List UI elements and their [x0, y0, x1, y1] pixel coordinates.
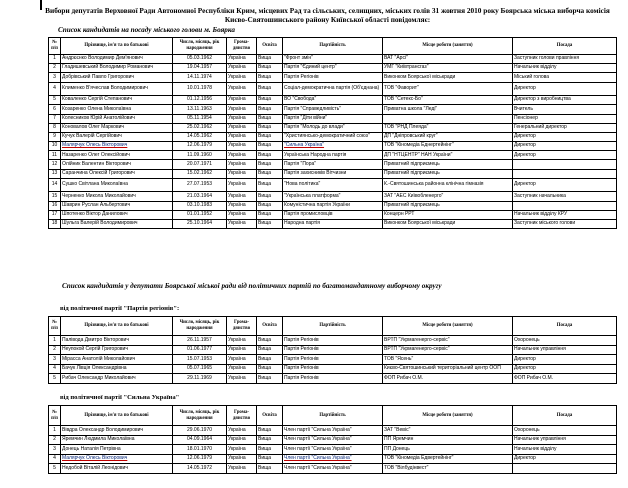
- cell-party: Партія промисловців: [283, 210, 383, 219]
- col-position: Посада: [513, 317, 617, 336]
- cell-education: Вища: [257, 210, 283, 219]
- cell-number: 12: [49, 160, 61, 169]
- col-citizenship: Грома-дянство: [227, 317, 257, 336]
- cell-citizenship: Україна: [227, 355, 257, 365]
- col-dob: Число, місяць, рік народження: [173, 38, 227, 55]
- cell-education: Вища: [257, 82, 283, 96]
- cell-education: Вища: [257, 345, 283, 355]
- cell-number: 4: [49, 82, 61, 96]
- col-workplace: Місце роботи (заняття): [383, 317, 513, 336]
- cell-name: Назаренко Олег Олексійович: [61, 151, 173, 160]
- cell-party: "Нова політика": [283, 178, 383, 192]
- cell-position: [513, 464, 617, 474]
- cell-position: Начальник відділу: [513, 64, 617, 73]
- cell-party: Народна партія: [283, 220, 383, 229]
- cell-education: Вища: [257, 454, 283, 464]
- cell-name: Недобой Віталій Леонідович: [61, 464, 173, 474]
- cell-name: Палівода Дмитро Вікторович: [61, 336, 173, 346]
- col-education: Освіта: [257, 406, 283, 426]
- cell-position: Вчитель: [513, 105, 617, 114]
- cell-citizenship: Україна: [227, 454, 257, 464]
- cell-workplace: ДП "Дніпровський круг": [383, 132, 513, 141]
- cell-citizenship: Україна: [227, 364, 257, 374]
- cell-workplace: ТОВ "Ясень": [383, 355, 513, 365]
- cell-workplace: К.-Святошинська районна клінічна гімназія: [383, 178, 513, 192]
- cell-dob: 13.11.1963: [173, 105, 227, 114]
- cell-number: 5: [49, 464, 61, 474]
- cell-workplace: Виконком Боярської міськради: [383, 220, 513, 229]
- cell-citizenship: Україна: [227, 132, 257, 141]
- cell-workplace: ЗАТ "Вевіс": [383, 426, 513, 436]
- cell-education: Вища: [257, 178, 283, 192]
- col-workplace: Місце роботи (заняття): [383, 406, 513, 426]
- cell-position: Директор з виробництва: [513, 96, 617, 105]
- cell-number: 2: [49, 435, 61, 445]
- cell-education: Вища: [257, 355, 283, 365]
- table-row: [49, 345, 617, 355]
- cell-number: 13: [49, 169, 61, 178]
- cell-number: 2: [49, 345, 61, 355]
- cell-name: Донець Наталія Петрівна: [61, 445, 173, 455]
- cell-number: 4: [49, 454, 61, 464]
- cell-number: 10: [49, 142, 61, 151]
- cell-position: [513, 160, 617, 169]
- cell-dob: 25.02.1962: [173, 123, 227, 132]
- cell-number: 6: [49, 105, 61, 114]
- cell-party: Комуністична партія України: [283, 201, 383, 210]
- cell-position: Директор: [513, 454, 617, 464]
- table-row: [49, 55, 617, 64]
- cell-citizenship: Україна: [227, 464, 257, 474]
- cell-name: Мірасса Анатолій Миколайович: [61, 355, 173, 365]
- cell-workplace: ТОВ "Сетекс-Бо": [383, 96, 513, 105]
- cell-citizenship: Україна: [227, 178, 257, 192]
- table-row: [49, 201, 617, 210]
- table-row: [49, 454, 617, 464]
- cell-education: Вища: [257, 123, 283, 132]
- cell-dob: 26.11.1957: [173, 336, 227, 346]
- table-row: [49, 374, 617, 384]
- cell-position: Начальник відділу КРУ: [513, 210, 617, 219]
- cell-education: Вища: [257, 151, 283, 160]
- table-row: [49, 336, 617, 346]
- party2-candidates-table: [48, 405, 617, 474]
- table-row: [49, 73, 617, 82]
- cell-citizenship: Україна: [227, 220, 257, 229]
- cell-workplace: Концерн РРТ: [383, 210, 513, 219]
- cell-party: "Християнсько-демократичний союз": [283, 132, 383, 141]
- cell-education: Вища: [257, 96, 283, 105]
- col-name: Прізвище, ім'я та по батькові: [61, 38, 173, 55]
- table-row: [49, 123, 617, 132]
- cell-dob: 14.11.1974: [173, 73, 227, 82]
- cell-dob: 18.01.1970: [173, 445, 227, 455]
- cell-number: 3: [49, 73, 61, 82]
- cell-position: Директор: [513, 82, 617, 96]
- cell-party: ВО "Свобода": [283, 96, 383, 105]
- cell-party: Партія Регіонів: [283, 73, 383, 82]
- col-number: № п/п: [49, 38, 61, 55]
- document-title: Вибори депутатів Верховної Ради Автономної Республіки Крим, місцевих Рад та сільських, селищних, міських голів 31 жовтня 2010 року Боярська міська виборча комісія Києво-Святошинського району Київської області повідомляє:: [45, 6, 610, 24]
- col-party: Партійність: [283, 406, 383, 426]
- cell-education: Вища: [257, 201, 283, 210]
- cell-workplace: ТОВ "Кіномедіа Еднертейнінг": [383, 142, 513, 151]
- col-education: Освіта: [257, 38, 283, 55]
- cell-workplace: ТОВ "РНД Плеяда": [383, 123, 513, 132]
- cell-dob: 03.10.1983: [173, 201, 227, 210]
- table-row: [49, 426, 617, 436]
- cell-party: Партія "Молодь до влади": [283, 123, 383, 132]
- party2-candidates-body: [49, 426, 617, 474]
- party1-candidates-body: [49, 336, 617, 384]
- cell-citizenship: Україна: [227, 435, 257, 445]
- table-row: [49, 151, 617, 160]
- cell-citizenship: Україна: [227, 426, 257, 436]
- cell-party: Партія Регіонів: [283, 374, 383, 384]
- cell-education: Вища: [257, 336, 283, 346]
- cell-number: 18: [49, 220, 61, 229]
- party2-label: від політичної партії "Сильна Україна": [60, 394, 180, 401]
- cell-position: Охоронець: [513, 426, 617, 436]
- cell-education: Вища: [257, 374, 283, 384]
- cell-citizenship: Україна: [227, 64, 257, 73]
- cell-number: 1: [49, 426, 61, 436]
- cell-position: Заступник начальника: [513, 192, 617, 201]
- cell-citizenship: Україна: [227, 345, 257, 355]
- cell-education: Вища: [257, 64, 283, 73]
- cell-education: Вища: [257, 364, 283, 374]
- cell-number: 8: [49, 123, 61, 132]
- cell-workplace: ПП Донець: [383, 445, 513, 455]
- cell-name: Яремчин Людмила Миколаївна: [61, 435, 173, 445]
- cell-citizenship: Україна: [227, 201, 257, 210]
- cell-party: "Українська платформа": [283, 192, 383, 201]
- cell-workplace: Києво-Святошинський територіальний центр ООП: [383, 364, 513, 374]
- cell-dob: 21.03.1964: [173, 192, 227, 201]
- table-row: [49, 105, 617, 114]
- cell-position: Директор: [513, 142, 617, 151]
- col-party: Партійність: [283, 38, 383, 55]
- cell-workplace: ТОВ "Кіномедіа Едвертейнінг": [383, 454, 513, 464]
- table-row: [49, 169, 617, 178]
- cell-workplace: Приватний підприємець: [383, 169, 513, 178]
- col-number: № п/п: [49, 406, 61, 426]
- cell-workplace: Приватна школа "Леді": [383, 105, 513, 114]
- cell-party: Партія "Єдиний центр": [283, 64, 383, 73]
- cell-citizenship: Україна: [227, 142, 257, 151]
- cell-party: Партія "Діти війни": [283, 114, 383, 123]
- cell-party: Член партії "Сильна Україна": [283, 454, 383, 464]
- mayor-candidates-body: [49, 55, 617, 229]
- cell-education: Вища: [257, 445, 283, 455]
- cell-party: "Фронт змін": [283, 55, 383, 64]
- cell-name: Олійник Валентин Вікторович: [61, 160, 173, 169]
- cell-dob: 05.03.1962: [173, 55, 227, 64]
- table-row: [49, 96, 617, 105]
- col-dob: Число, місяць, рік народження: [173, 317, 227, 336]
- cell-education: Вища: [257, 169, 283, 178]
- cell-dob: 12.06.1979: [173, 454, 227, 464]
- cell-position: [513, 201, 617, 210]
- cell-workplace: ВАТ "Арсі": [383, 55, 513, 64]
- col-position: Посада: [513, 38, 617, 55]
- table-row: [49, 355, 617, 365]
- cell-name: Шульга Валерій Володимирович: [61, 220, 173, 229]
- cell-name: Андрєєнко Володимир Дем'янович: [61, 55, 173, 64]
- cell-workplace: ВРТП "Укрмагенерго-сервіс": [383, 336, 513, 346]
- cell-party: Член партії "Сильна Україна": [283, 464, 383, 474]
- cell-dob: 10.01.1978: [173, 82, 227, 96]
- cell-education: Вища: [257, 105, 283, 114]
- cell-number: 16: [49, 201, 61, 210]
- table-row: [49, 210, 617, 219]
- cell-party: Партія Регіонів: [283, 336, 383, 346]
- cell-dob: 05.11.1954: [173, 114, 227, 123]
- table-row: [49, 464, 617, 474]
- cell-party: Соціал-демократична партія (Об'єднана): [283, 82, 383, 96]
- cell-education: Вища: [257, 73, 283, 82]
- cell-number: 1: [49, 55, 61, 64]
- cell-party: Член партії "Сильна Україна": [283, 445, 383, 455]
- cell-position: Начальник відділу: [513, 445, 617, 455]
- col-name: Прізвище, ім'я та по батькові: [61, 406, 173, 426]
- cell-position: [513, 169, 617, 178]
- cell-name: Саранчина Олексій Григорович: [61, 169, 173, 178]
- cell-position: Директор: [513, 355, 617, 365]
- cell-education: Вища: [257, 55, 283, 64]
- cell-dob: 11.09.1960: [173, 151, 227, 160]
- cell-dob: 04.09.1964: [173, 435, 227, 445]
- cell-workplace: ПП Яремчин: [383, 435, 513, 445]
- cell-dob: 25.10.1964: [173, 220, 227, 229]
- cell-education: Вища: [257, 160, 283, 169]
- cell-number: 17: [49, 210, 61, 219]
- col-education: Освіта: [257, 317, 283, 336]
- cell-name: Малярчук Олесь Вікторович: [61, 142, 173, 151]
- cell-position: Начальник управління: [513, 435, 617, 445]
- cell-number: 3: [49, 445, 61, 455]
- cell-citizenship: Україна: [227, 336, 257, 346]
- cell-party: Партія Регіонів: [283, 345, 383, 355]
- cell-party: Партія Регіонів: [283, 364, 383, 374]
- cell-position: Пенсіонер: [513, 114, 617, 123]
- party1-label: від політичної партії "Партія регіонів":: [60, 305, 180, 312]
- table-row: [49, 192, 617, 201]
- cell-name: Сушко Світлана Миколаївна: [61, 178, 173, 192]
- cell-number: 2: [49, 64, 61, 73]
- cell-dob: 01.12.1956: [173, 96, 227, 105]
- cell-name: Козаренко Олена Миколаївна: [61, 105, 173, 114]
- cell-citizenship: Україна: [227, 192, 257, 201]
- cell-education: Вища: [257, 132, 283, 141]
- cell-citizenship: Україна: [227, 210, 257, 219]
- cell-workplace: ЗАТ "АЕС Київобленерго": [383, 192, 513, 201]
- col-dob: Число, місяць, рік народження: [173, 406, 227, 426]
- cell-dob: 20.07.1971: [173, 160, 227, 169]
- section2-heading: Список кандидатів у депутати Боярської міської ради від політичних партій по багатомандатному виборчому округу: [62, 282, 442, 290]
- cell-citizenship: Україна: [227, 73, 257, 82]
- cell-party: Партія Регіонів: [283, 355, 383, 365]
- cell-position: Директор: [513, 178, 617, 192]
- cell-dob: 27.07.1953: [173, 178, 227, 192]
- cell-position: Директор: [513, 364, 617, 374]
- cell-dob: 14.05.1972: [173, 464, 227, 474]
- cell-number: 5: [49, 374, 61, 384]
- col-party: Партійність: [283, 317, 383, 336]
- cell-education: Вища: [257, 192, 283, 201]
- col-position: Посада: [513, 406, 617, 426]
- cell-name: Малярчук Олесь Вікторович: [61, 454, 173, 464]
- table-row: [49, 82, 617, 96]
- cell-number: 7: [49, 114, 61, 123]
- cell-citizenship: Україна: [227, 445, 257, 455]
- table-row: [49, 178, 617, 192]
- cell-education: Вища: [257, 435, 283, 445]
- cell-position: Охоронець: [513, 336, 617, 346]
- cell-number: 9: [49, 132, 61, 141]
- cell-name: Коновалов Олег Маркович: [61, 123, 173, 132]
- col-name: Прізвище, ім'я та по батькові: [61, 317, 173, 336]
- cell-education: Вища: [257, 464, 283, 474]
- cell-workplace: Приватний підприємець: [383, 160, 513, 169]
- section1-heading: Список кандидатів на посаду міського голови м. Боярка: [58, 26, 235, 34]
- cell-citizenship: Україна: [227, 114, 257, 123]
- cell-education: Вища: [257, 220, 283, 229]
- cell-name: Добрівський Павло Григорович: [61, 73, 173, 82]
- table-row: [49, 142, 617, 151]
- cell-dob: 15.02.1962: [173, 169, 227, 178]
- cell-number: 4: [49, 364, 61, 374]
- party1-candidates-table: [48, 316, 617, 384]
- table-row: [49, 435, 617, 445]
- cell-workplace: ДП "НТЦЕНТР" НАН України": [383, 151, 513, 160]
- cell-name: Кучук Валерій Сергійович: [61, 132, 173, 141]
- cell-name: Шаврин Руслан Альбертович: [61, 201, 173, 210]
- cell-dob: 19.04.1957: [173, 64, 227, 73]
- cell-position: Генеральний директор: [513, 123, 617, 132]
- cell-number: 11: [49, 151, 61, 160]
- cell-name: Вівдра Олександр Володимирович: [61, 426, 173, 436]
- cell-position: Директор: [513, 132, 617, 141]
- cell-name: Шпотенко Віктор Данилович: [61, 210, 173, 219]
- cell-name: Бачук Лівція Олександрівна: [61, 364, 173, 374]
- cell-citizenship: Україна: [227, 169, 257, 178]
- cell-citizenship: Україна: [227, 82, 257, 96]
- cell-dob: 14.05.1962: [173, 132, 227, 141]
- cell-name: Неупокой Сергій Григорович: [61, 345, 173, 355]
- col-number: № п/п: [49, 317, 61, 336]
- cell-education: Вища: [257, 142, 283, 151]
- table-row: [49, 220, 617, 229]
- cell-citizenship: Україна: [227, 96, 257, 105]
- cell-dob: 01.01.1952: [173, 210, 227, 219]
- table-row: [49, 160, 617, 169]
- cell-party: Партія "Пора": [283, 160, 383, 169]
- table-row: [49, 64, 617, 73]
- cell-party: Член партії "Сильна Україна": [283, 426, 383, 436]
- cell-name: Коваленко Сергій Степанович: [61, 96, 173, 105]
- table-row: [49, 364, 617, 374]
- cell-workplace: Приватний підприємець: [383, 201, 513, 210]
- mayor-candidates-table: [48, 37, 617, 229]
- cell-number: 14: [49, 178, 61, 192]
- cell-citizenship: Україна: [227, 160, 257, 169]
- cell-dob: 15.07.1953: [173, 355, 227, 365]
- cell-workplace: УМГ "Київтрансгаз": [383, 64, 513, 73]
- col-workplace: Місце роботи (заняття): [383, 38, 513, 55]
- cell-position: Заступник міського голови: [513, 220, 617, 229]
- cell-workplace: ФОП Рибач О.М.: [383, 374, 513, 384]
- cell-party: "Сильна Україна": [283, 142, 383, 151]
- cell-name: Рибач Олександр Миколайович: [61, 374, 173, 384]
- cell-position: ФОП Рибач О.М.: [513, 374, 617, 384]
- cell-position: Директор: [513, 151, 617, 160]
- cell-workplace: ВРТП "Укрмагенерго-сервіс": [383, 345, 513, 355]
- cell-education: Вища: [257, 114, 283, 123]
- cell-name: Колесников Юрій Анатолійович: [61, 114, 173, 123]
- cell-party: Партія захисників Вітчизни: [283, 169, 383, 178]
- table-row: [49, 114, 617, 123]
- cell-dob: 29.06.1970: [173, 426, 227, 436]
- cell-position: Начальник управління: [513, 345, 617, 355]
- cell-party: Партія "Справедливість": [283, 105, 383, 114]
- cell-number: 15: [49, 192, 61, 201]
- cell-position: Міський голова: [513, 73, 617, 82]
- cell-citizenship: Україна: [227, 55, 257, 64]
- cell-workplace: ТОВ "Вілбудінвест": [383, 464, 513, 474]
- table-row: [49, 445, 617, 455]
- table-row: [49, 132, 617, 141]
- cell-dob: 29.11.1969: [173, 374, 227, 384]
- cell-number: 3: [49, 355, 61, 365]
- cell-name: Гладишевський Володимир Романович: [61, 64, 173, 73]
- cell-position: Заступник голови правління: [513, 55, 617, 64]
- cell-citizenship: Україна: [227, 123, 257, 132]
- cell-dob: 01.06.1977: [173, 345, 227, 355]
- cell-name: Черненко Микола Миколайович: [61, 192, 173, 201]
- cell-workplace: Виконком Боярської міськради: [383, 73, 513, 82]
- cell-party: Українська Народна партія: [283, 151, 383, 160]
- cell-citizenship: Україна: [227, 105, 257, 114]
- cell-dob: 05.07.1965: [173, 364, 227, 374]
- cell-education: Вища: [257, 426, 283, 436]
- col-citizenship: Грома-дянство: [227, 406, 257, 426]
- col-citizenship: Грома-дянство: [227, 38, 257, 55]
- cell-workplace: ТОВ "Фаворит": [383, 82, 513, 96]
- cell-number: 5: [49, 96, 61, 105]
- cell-number: 1: [49, 336, 61, 346]
- cell-workplace: [383, 114, 513, 123]
- cell-name: Клименко В'ячеслав Володимирович: [61, 82, 173, 96]
- cell-citizenship: Україна: [227, 374, 257, 384]
- cell-dob: 12.06.1979: [173, 142, 227, 151]
- cell-party: Член партії "Сильна Україна": [283, 435, 383, 445]
- cell-citizenship: Україна: [227, 151, 257, 160]
